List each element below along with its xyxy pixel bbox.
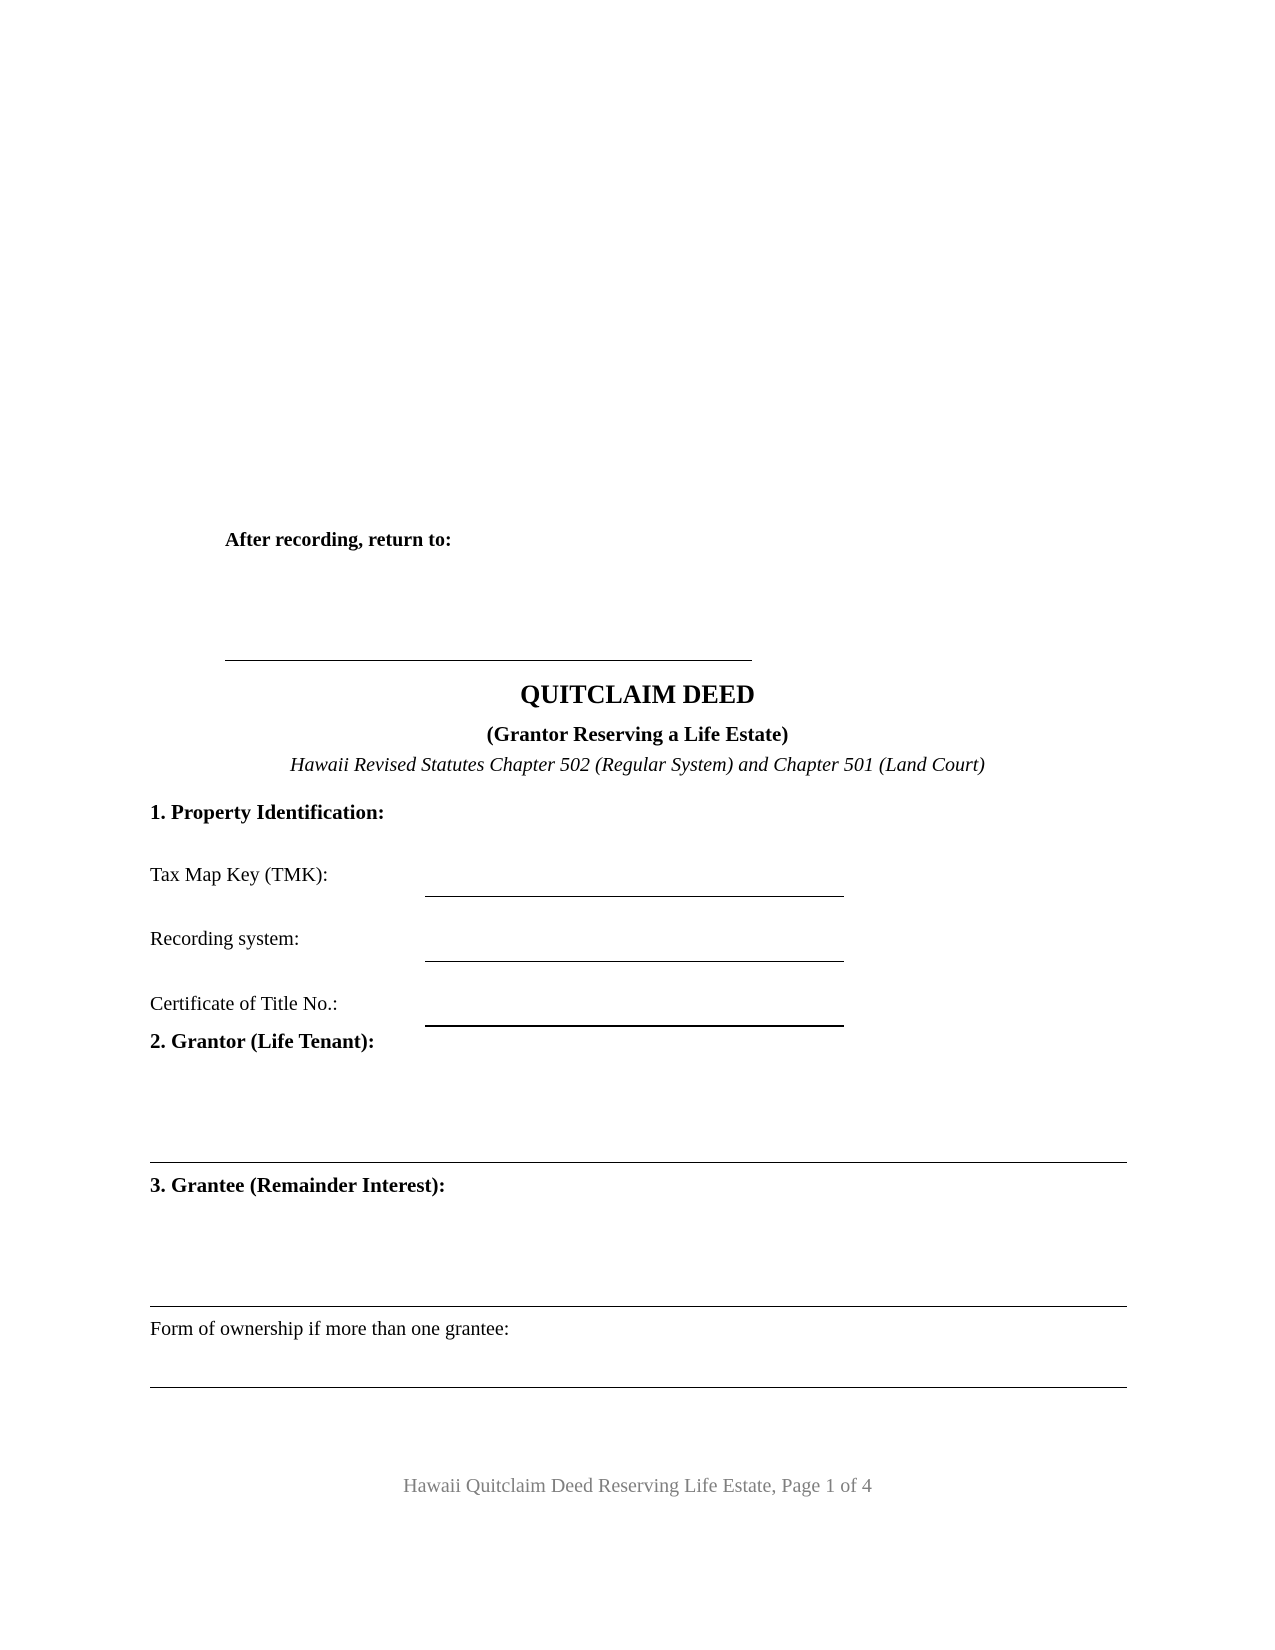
- grantee-field-line[interactable]: [150, 1306, 1127, 1307]
- certificate-of-title-label: Certificate of Title No.:: [150, 993, 338, 1015]
- document-title: QUITCLAIM DEED: [520, 680, 755, 709]
- section-heading-grantee: 3. Grantee (Remainder Interest):: [150, 1173, 446, 1197]
- return-address-line[interactable]: [225, 660, 752, 661]
- recording-system-field-line[interactable]: [425, 961, 844, 962]
- tmk-field-line[interactable]: [425, 896, 844, 897]
- return-to-label: After recording, return to:: [225, 529, 452, 551]
- certificate-of-title-field-line[interactable]: [425, 1025, 844, 1027]
- page-footer: Hawaii Quitclaim Deed Reserving Life Estate, Page 1 of 4: [403, 1475, 872, 1497]
- section-heading-grantor: 2. Grantor (Life Tenant):: [150, 1029, 375, 1053]
- recording-system-label: Recording system:: [150, 928, 300, 950]
- section-heading-property-identification: 1. Property Identification:: [150, 800, 385, 824]
- tmk-label: Tax Map Key (TMK):: [150, 864, 328, 886]
- grantor-field-line[interactable]: [150, 1162, 1127, 1163]
- form-of-ownership-field-line[interactable]: [150, 1387, 1127, 1388]
- statute-reference: Hawaii Revised Statutes Chapter 502 (Regular System) and Chapter 501 (Land Court): [290, 754, 985, 776]
- form-of-ownership-label: Form of ownership if more than one grantee:: [150, 1318, 510, 1340]
- document-subtitle: (Grantor Reserving a Life Estate): [486, 722, 789, 746]
